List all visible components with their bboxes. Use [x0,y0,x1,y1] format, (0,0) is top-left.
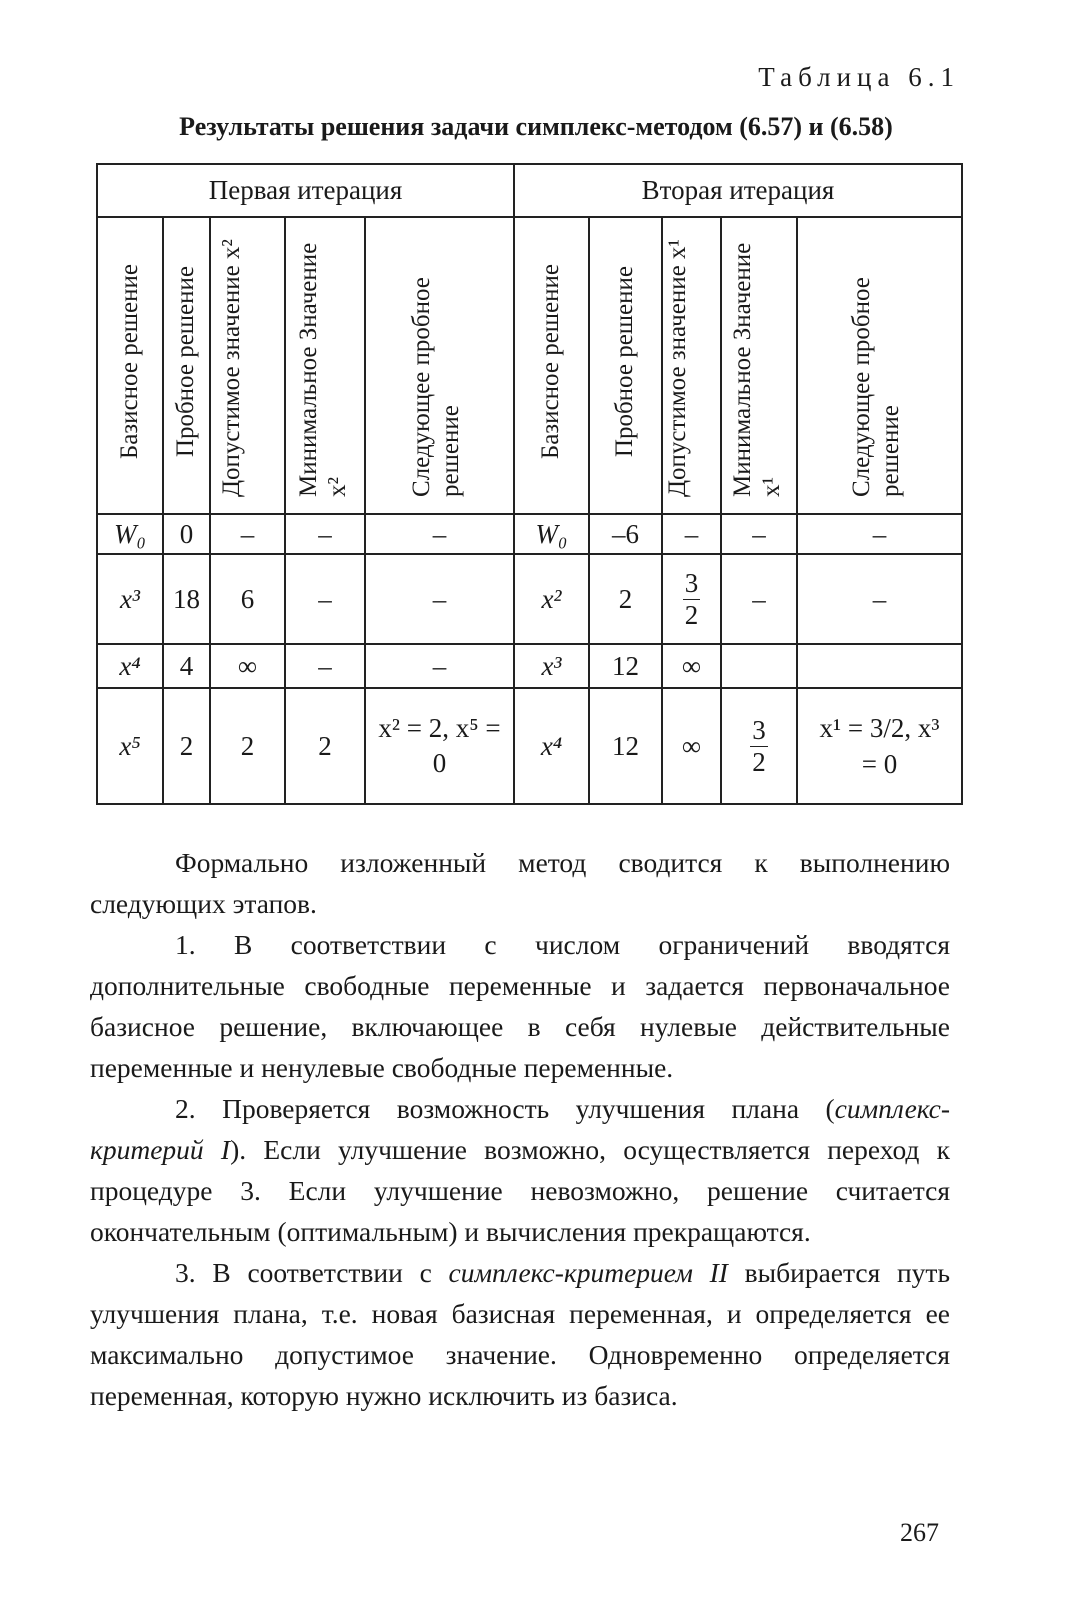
paragraph-step-1: 1. В соответствии с числом ограничений вводятся дополнительные свободные переменные и задается первоначальное базисное решение, включающее в себя нулевые действительные переменные и ненулевые свободные переменные. [90,929,950,1083]
table-row [97,688,962,804]
table-cell: x¹ = 3/2, x³ = 0 [797,688,962,804]
table-cell: x³ [97,554,163,644]
column-header: Минимальное Значение x¹ [721,217,797,514]
table-cell: 12 [589,688,662,804]
table-cell: ∞ [662,688,721,804]
table-cell: 4 [163,644,210,688]
table-cell: – [365,514,514,554]
table-cell [721,644,797,688]
table-label: Таблица 6.1 [758,62,960,92]
table-cell: 2 [163,688,210,804]
table-row [97,514,962,554]
table-cell: 6 [210,554,285,644]
table-cell [797,644,962,688]
table-cell: ∞ [210,644,285,688]
table-cell: 2 [210,688,285,804]
table-cell [662,554,721,644]
page-number: 267 [900,1518,939,1547]
table-cell: 0 [163,514,210,554]
table-cell: – [365,644,514,688]
column-header: Следующее пробное решение [797,217,962,514]
table-cell: x⁵ [97,688,163,804]
table-title: Результаты решения задачи симплекс-методом (6.57) и (6.58) [179,112,893,141]
table-cell: – [797,554,962,644]
column-header: Базисное решение [514,217,589,514]
paragraph-step-3: 3. В соответствии с симплекс-критерием II выбирается путь улучшения плана, т.е. новая базисная переменная, и определяется ее максимально допустимое значение. Одновременно определяется переменная, которую нужно исключить из базиса. [90,1257,950,1411]
table-cell: 12 [589,644,662,688]
paragraph-step-2: 2. Проверяется возможность улучшения плана (симплекс-критерий I). Если улучшение возможно, осуществляется переход к процедуре 3. Если улучшение невозможно, решение считается окончательным (оптимальным) и вычисления прекращаются. [90,1093,950,1247]
fraction-value: $\frac{3}{2}$ [684,567,699,630]
table-cell: 18 [163,554,210,644]
table-cell: x⁴ [97,644,163,688]
table-cell: – [662,514,721,554]
table-cell: – [721,554,797,644]
body-text [90,842,950,1416]
table-cell: – [210,514,285,554]
group-second-iteration: Вторая итерация [514,164,962,217]
table-cell: 2 [589,554,662,644]
column-header: Минимальное Значение x² [285,217,365,514]
column-header: Пробное решение [163,217,210,514]
table-cell: x² [514,554,589,644]
column-header: Следующее пробное решение [365,217,514,514]
table-cell: x⁴ [514,688,589,804]
table-cell: W₀ [97,514,163,554]
results-table [96,163,963,805]
table-row [97,554,962,644]
table-cell: –6 [589,514,662,554]
table-cell [721,688,797,804]
table-cell: – [721,514,797,554]
column-header: Допустимое значение x² [210,217,285,514]
group-first-iteration: Первая итерация [97,164,514,217]
column-header: Пробное решение [589,217,662,514]
table-cell: – [285,514,365,554]
paragraph-intro: Формально изложенный метод сводится к выполнению следующих этапов. [90,847,950,919]
column-header: Допустимое значение x¹ [662,217,721,514]
table-cell: x³ [514,644,589,688]
table-cell: – [365,554,514,644]
table-row [97,644,962,688]
table-cell: – [285,644,365,688]
column-header: Базисное решение [97,217,163,514]
table-cell: – [797,514,962,554]
table-cell: ∞ [662,644,721,688]
fraction-value: $\frac{3}{2}$ [752,714,766,777]
table-cell: – [285,554,365,644]
table-cell: W₀ [514,514,589,554]
table-cell: x² = 2, x⁵ = 0 [365,688,514,804]
table-cell: 2 [285,688,365,804]
